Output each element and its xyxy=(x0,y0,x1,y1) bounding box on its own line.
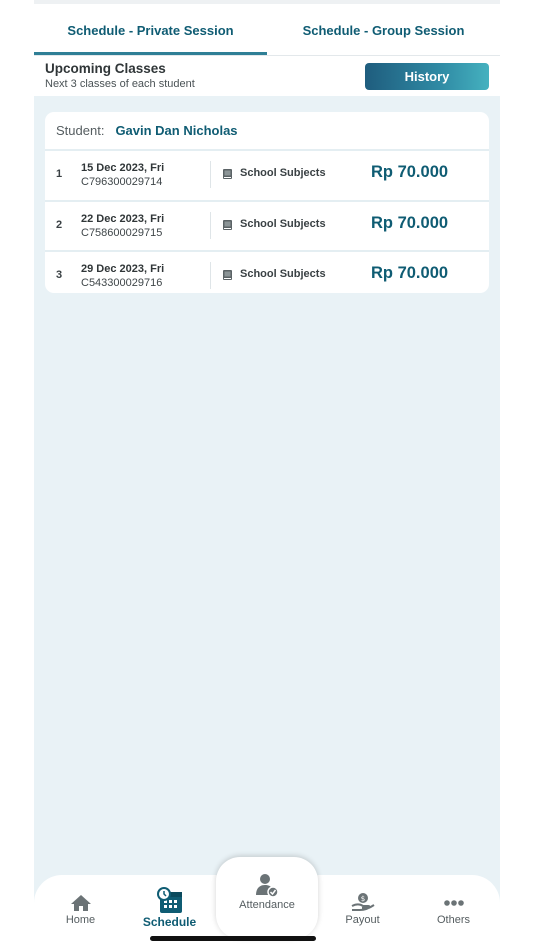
class-subject: School Subjects xyxy=(240,218,326,230)
session-tabs xyxy=(34,0,500,56)
tab-group-session[interactable]: Schedule - Group Session xyxy=(302,22,465,38)
nav-payout[interactable] xyxy=(316,875,409,935)
nav-schedule-label: Schedule xyxy=(142,915,197,929)
upcoming-subtitle: Next 3 classes of each student xyxy=(45,78,195,90)
student-classes-card xyxy=(45,112,489,293)
class-subject: School Subjects xyxy=(240,167,326,179)
class-date: 22 Dec 2023, Fri xyxy=(81,213,165,225)
calendar-clock-icon xyxy=(156,887,184,914)
nav-others[interactable] xyxy=(407,875,500,935)
class-code: C796300029714 xyxy=(81,176,163,188)
book-icon xyxy=(223,270,232,280)
class-code: C758600029715 xyxy=(81,227,163,239)
nav-attendance[interactable] xyxy=(216,857,318,939)
student-row xyxy=(56,123,238,138)
tab-private-session[interactable]: Schedule - Private Session xyxy=(67,22,234,38)
nav-payout-label: Payout xyxy=(345,914,380,926)
student-name: Gavin Dan Nicholas xyxy=(115,123,238,138)
nav-others-label: Others xyxy=(436,914,470,926)
class-index: 2 xyxy=(56,219,63,231)
student-label: Student: xyxy=(56,123,105,138)
history-button[interactable]: History xyxy=(365,63,489,90)
user-check-icon xyxy=(255,873,279,897)
class-date: 15 Dec 2023, Fri xyxy=(81,162,165,174)
class-subject: School Subjects xyxy=(240,268,326,280)
class-row[interactable] xyxy=(45,251,489,293)
nav-attendance-label: Attendance xyxy=(239,899,295,911)
active-tab-indicator xyxy=(34,52,267,55)
nav-home-label: Home xyxy=(65,914,96,926)
nav-home[interactable] xyxy=(34,875,127,935)
home-indicator xyxy=(150,936,316,941)
book-icon xyxy=(223,169,232,179)
class-index: 3 xyxy=(56,269,63,281)
book-icon xyxy=(223,220,232,230)
class-row[interactable] xyxy=(45,201,489,251)
upcoming-title: Upcoming Classes xyxy=(45,61,166,76)
class-index: 1 xyxy=(56,168,63,180)
class-code: C543300029716 xyxy=(81,277,163,289)
svg-text:$: $ xyxy=(360,895,365,903)
upcoming-header xyxy=(34,56,500,96)
row-divider xyxy=(210,212,211,239)
nav-schedule[interactable] xyxy=(123,875,216,935)
class-date: 29 Dec 2023, Fri xyxy=(81,263,165,275)
class-price: Rp 70.000 xyxy=(371,214,449,232)
class-price: Rp 70.000 xyxy=(371,264,449,282)
row-divider xyxy=(210,262,211,289)
money-hand-icon xyxy=(351,892,375,912)
class-price: Rp 70.000 xyxy=(371,163,449,181)
more-dots-icon xyxy=(443,899,465,907)
home-icon xyxy=(70,894,92,912)
app-screen xyxy=(34,0,500,950)
class-row[interactable] xyxy=(45,150,489,200)
row-divider xyxy=(210,161,211,188)
